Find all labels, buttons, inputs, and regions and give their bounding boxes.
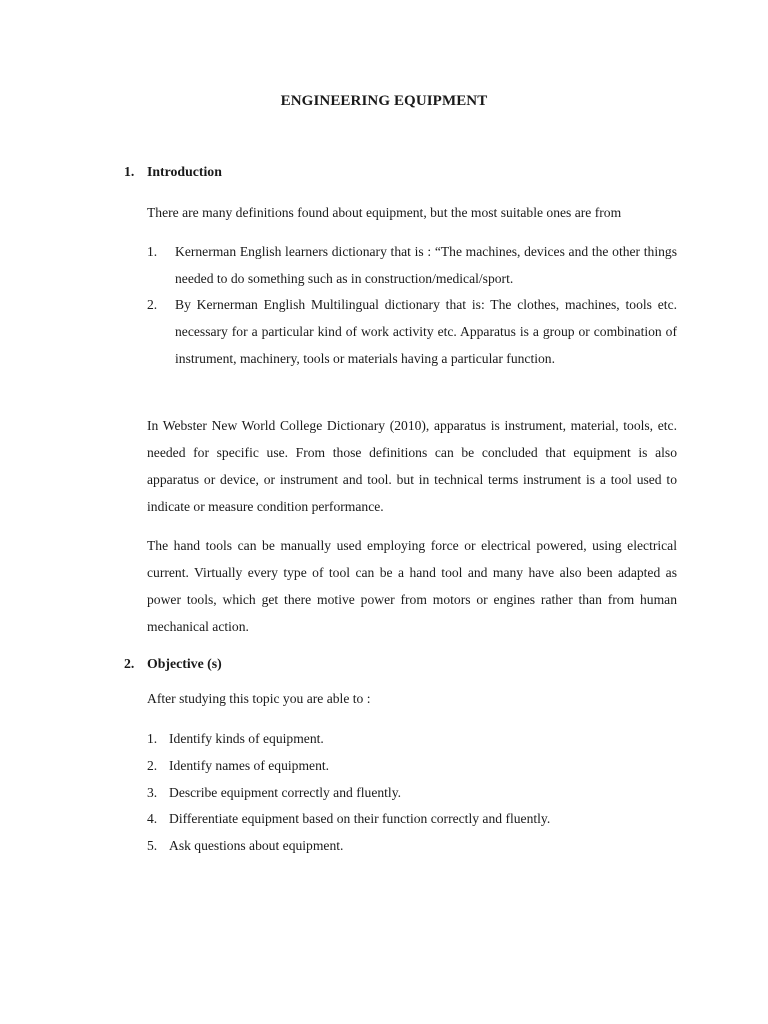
document-title: ENGINEERING EQUIPMENT bbox=[280, 93, 488, 109]
objective-item bbox=[147, 836, 687, 856]
definition-item bbox=[147, 238, 677, 292]
objective-text: Describe equipment correctly and fluently. bbox=[169, 785, 402, 800]
objective-item bbox=[147, 809, 687, 829]
objective-item bbox=[147, 783, 687, 803]
body-paragraph: The hand tools can be manually used employing force or electrical powered, using electrical current. Virtually every type of tool can be a hand tool and many have also been adapted as power tools, which get there motive power from motors or engines rather than from human mechanical action. bbox=[147, 538, 677, 634]
section-number: 1. bbox=[124, 164, 135, 179]
definition-number: 1. bbox=[147, 244, 158, 259]
objective-number: 2. bbox=[147, 758, 158, 773]
section-heading-objectives bbox=[124, 656, 222, 672]
section-number: 2. bbox=[124, 656, 135, 671]
objective-number: 4. bbox=[147, 811, 158, 826]
objective-item bbox=[147, 729, 687, 749]
objective-text: Identify kinds of equipment. bbox=[169, 731, 324, 746]
definition-text: By Kernerman English Multilingual dictionary that is: The clothes, machines, tools etc. necessary for a particular kind of work activity etc. Apparatus is a group or combination of instrument, machinery, tools or materials having a particular function. bbox=[175, 297, 677, 366]
body-paragraph: In Webster New World College Dictionary (2010), apparatus is instrument, material, tools, etc. needed for specific use. From those definitions can be concluded that equipment is also apparatus or device, or instrument and tool. but in technical terms instrument is a tool used to indicate or measure condition performance. bbox=[147, 418, 677, 514]
definition-number: 2. bbox=[147, 297, 158, 312]
objective-text: Ask questions about equipment. bbox=[169, 838, 344, 853]
section-title: Objective (s) bbox=[147, 656, 222, 671]
objective-number: 3. bbox=[147, 785, 158, 800]
section-title: Introduction bbox=[147, 164, 222, 179]
objective-number: 1. bbox=[147, 731, 158, 746]
definition-item bbox=[147, 291, 677, 372]
objective-item bbox=[147, 756, 687, 776]
objectives-lead-paragraph: After studying this topic you are able to : bbox=[147, 691, 371, 706]
definition-text: Kernerman English learners dictionary that is : “The machines, devices and the other things needed to do something such as in construction/medical/sport. bbox=[175, 244, 677, 286]
objective-number: 5. bbox=[147, 838, 158, 853]
objective-text: Identify names of equipment. bbox=[169, 758, 330, 773]
objective-text: Differentiate equipment based on their function correctly and fluently. bbox=[169, 811, 551, 826]
section-heading-introduction bbox=[124, 164, 222, 180]
introduction-lead-paragraph: There are many definitions found about equipment, but the most suitable ones are from bbox=[147, 205, 622, 220]
